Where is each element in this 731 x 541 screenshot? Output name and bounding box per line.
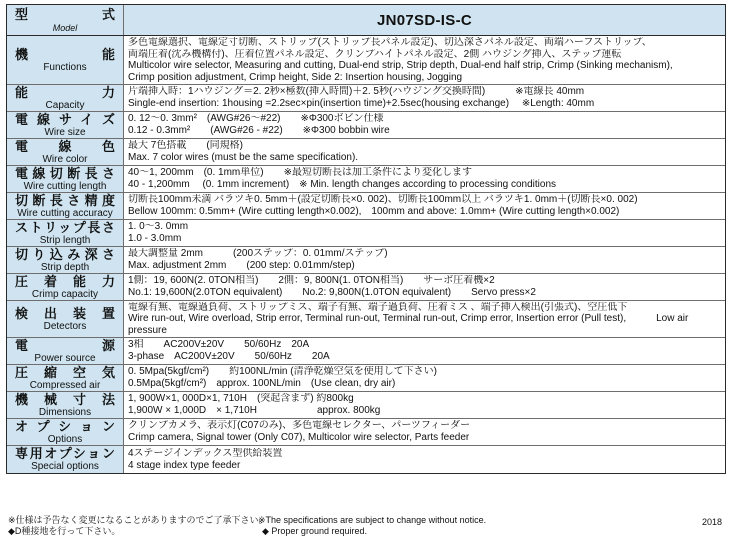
note-en-ground: ◆ Proper ground required. <box>262 526 367 536</box>
functions-line: Multicolor wire selector, Measuring and cutting, Dual-end strip, Strip depth, Dual-end half strip, Crimp (Sinking mechanism), <box>128 60 673 71</box>
power-source-label-en: Power source <box>34 352 96 364</box>
capacity-label <box>7 85 124 111</box>
spec-row-cutting-length <box>7 166 725 193</box>
wire-color-label-en: Wire color <box>42 153 88 165</box>
model-label <box>7 5 124 35</box>
functions-value <box>124 36 725 84</box>
strip-length-line: 1.0 - 3.0mm <box>128 233 182 244</box>
strip-depth-line: Max. adjustment 2mm (200 step: 0.01mm/step) <box>128 260 355 271</box>
spec-row-strip-depth <box>7 247 725 274</box>
dimensions-label-en: Dimensions <box>38 406 92 418</box>
model-value: JN07SD-IS-C <box>377 11 472 29</box>
special-options-label <box>7 446 124 473</box>
strip-length-label-en: Strip length <box>39 234 91 246</box>
compressed-air-label-jp: 圧縮空気 <box>15 364 115 380</box>
detectors-line: pressure <box>128 324 167 336</box>
spec-row-wire-color <box>7 139 725 166</box>
capacity-line: Single-end insertion: 1housing =2.2sec×pin(insertion time)+2.5sec(housing exchange) ※Length: 40mm <box>128 98 595 109</box>
model-label-en: Model <box>52 22 78 33</box>
options-label-en: Options <box>47 433 83 445</box>
spec-row-special-options <box>7 446 725 473</box>
crimp-capacity-label-en: Crimp capacity <box>31 288 99 300</box>
note-jp-ground: ◆D種接地を行って下さい。 <box>8 526 121 536</box>
wire-color-label-jp: 電線色 <box>15 138 115 154</box>
cutting-accuracy-value <box>124 193 725 219</box>
cutting-length-value <box>124 166 725 192</box>
detectors-value <box>124 301 725 337</box>
model-label-jp: 型 式 <box>15 6 115 22</box>
dimensions-line: 1, 900W×1, 000D×1, 710H (突起含まず) 約800kg <box>128 393 354 404</box>
dimensions-value <box>124 392 725 418</box>
cutting-accuracy-line: Bellow 100mm: 0.5mm+ (Wire cutting length×0.002), 100mm and above: 1.0mm+ (Wire cutting length×0.002) <box>128 206 620 217</box>
functions-line: 多色電線選択、電線定寸切断、ストリップ(ストリップ長パネル設定)、切込深さパネル設定、両端ハーフストリップ、 <box>128 37 652 48</box>
compressed-air-line: 0. 5Mpa(5kgf/cm²) 約100NL/min (清浄乾燥空気を使用して下さい) <box>128 366 437 377</box>
power-source-label-jp: 電 源 <box>15 337 115 353</box>
special-options-value <box>124 446 725 473</box>
note-jp-change: ※仕様は予告なく変更になることがありますのでご了承下さい。 <box>8 515 268 525</box>
year-label: 2018 <box>701 517 722 527</box>
cutting-length-label-jp: 電線切断長さ <box>15 165 115 181</box>
detectors-line: Wire run-out, Wire overload, Strip error, Terminal run-out, Terminal run-out, Crimp error, Insertion error (Pull test), Low air <box>128 313 689 325</box>
spec-row-options <box>7 419 725 446</box>
spec-table <box>6 4 726 474</box>
wire-color-line: Max. 7 color wires (must be the same specification). <box>128 152 359 163</box>
strip-depth-value <box>124 247 725 273</box>
dimensions-label-jp: 機械寸法 <box>15 391 115 407</box>
compressed-air-label-en: Compressed air <box>29 379 101 391</box>
compressed-air-line: 0.5Mpa(5kgf/cm²) approx. 100NL/min (Use clean, dry air) <box>128 378 396 389</box>
crimp-capacity-value <box>124 274 725 300</box>
strip-depth-label-en: Strip depth <box>40 261 90 273</box>
strip-length-label-jp: ストリップ長さ <box>15 219 115 235</box>
spec-row-power-source <box>7 338 725 365</box>
special-options-label-en: Special options <box>31 461 99 472</box>
options-line: Crimp camera, Signal tower (Only C07), Multicolor wire selector, Parts feeder <box>128 432 470 443</box>
dimensions-label <box>7 392 124 418</box>
detectors-label <box>7 301 124 337</box>
special-options-line: 4ステージインデックス型供給装置 <box>128 447 283 459</box>
wire-size-line: 0.12 - 0.3mm² (AWG#26 - #22) ※Φ300 bobbin wire <box>128 125 390 136</box>
strip-length-line: 1. 0～3. 0mm <box>128 221 189 232</box>
cutting-accuracy-label-jp: 切断長さ精度 <box>15 192 115 208</box>
functions-label-jp: 機 能 <box>15 46 115 62</box>
options-label <box>7 419 124 445</box>
spec-row-wire-size <box>7 112 725 139</box>
wire-color-label <box>7 139 124 165</box>
compressed-air-value <box>124 365 725 391</box>
spec-row-compressed-air <box>7 365 725 392</box>
options-value <box>124 419 725 445</box>
cutting-accuracy-line: 切断長100mm未満 バラツキ0. 5mm＋(設定切断長×0. 002)、切断長100mm以上 バラツキ1. 0mm＋(切断長×0. 002) <box>128 194 638 205</box>
cutting-length-label <box>7 166 124 192</box>
options-line: クリンプカメラ、表示灯(C07のみ)、多色電線セレクター、パーツフィーダー <box>128 420 471 431</box>
capacity-label-en: Capacity <box>45 99 85 111</box>
spec-rows <box>7 36 725 473</box>
power-source-value <box>124 338 725 364</box>
power-source-label <box>7 338 124 364</box>
wire-color-line: 最大 7色搭載 (同規格) <box>128 140 243 151</box>
cutting-length-line: 40～1, 200mm (0. 1mm単位) ※最短切断長は加工条件により変化します <box>128 167 472 178</box>
power-source-line: 3-phase AC200V±20V 50/60Hz 20A <box>128 351 330 362</box>
special-options-label-jp: 専用オプション <box>15 446 115 461</box>
strip-depth-label-jp: 切り込み深さ <box>15 246 115 262</box>
functions-label <box>7 36 124 84</box>
functions-line: Crimp position adjustment, Crimp height, Side 2: Insertion housing, Jogging <box>128 71 463 83</box>
special-options-line: 4 stage index type feeder <box>128 459 241 471</box>
compressed-air-label <box>7 365 124 391</box>
cutting-accuracy-label-en: Wire cutting accuracy <box>17 207 113 219</box>
crimp-capacity-line: 1側：19, 600N(2. 0TON相当) 2側：9, 800N(1. 0TON相当) サーボ圧着機×2 <box>128 275 495 286</box>
crimp-capacity-line: No.1: 19,600N(2.0TON equivalent) No.2: 9,800N(1.0TON equivalent) Servo press×2 <box>128 287 536 298</box>
strip-depth-label <box>7 247 124 273</box>
spec-row-crimp-capacity <box>7 274 725 301</box>
capacity-line: 片端挿入時：1ハウジング＝2. 2秒×極数(挿入時間)＋2. 5秒(ハウジング交換時間) ※電線長 40mm <box>128 86 585 97</box>
wire-color-value <box>124 139 725 165</box>
crimp-capacity-label <box>7 274 124 300</box>
wire-size-label-en: Wire size <box>44 126 86 138</box>
cutting-length-line: 40 - 1,200mm (0. 1mm increment) ※ Min. length changes according to processing conditions <box>128 179 557 190</box>
spec-row-functions <box>7 36 725 85</box>
power-source-line: 3相 AC200V±20V 50/60Hz 20A <box>128 339 310 350</box>
detectors-label-en: Detectors <box>43 320 87 332</box>
spec-row-cutting-accuracy <box>7 193 725 220</box>
model-row <box>7 5 725 36</box>
spec-row-dimensions <box>7 392 725 419</box>
wire-size-line: 0. 12～0. 3mm² (AWG#26～#22) ※Φ300ボビン仕様 <box>128 113 384 124</box>
spec-row-detectors <box>7 301 725 338</box>
dimensions-line: 1,900W × 1,000D × 1,710H approx. 800kg <box>128 405 381 416</box>
strip-depth-line: 最大調整量 2mm (200ステップ：0. 01mm/ステップ) <box>128 248 388 259</box>
cutting-length-label-en: Wire cutting length <box>23 180 107 192</box>
wire-size-label-jp: 電線サイズ <box>15 111 115 127</box>
crimp-capacity-label-jp: 圧着能力 <box>15 273 115 289</box>
wire-size-value <box>124 112 725 138</box>
strip-length-value <box>124 220 725 246</box>
wire-size-label <box>7 112 124 138</box>
detectors-label-jp: 検出装置 <box>15 305 115 321</box>
capacity-value <box>124 85 725 111</box>
spec-row-strip-length <box>7 220 725 247</box>
options-label-jp: オプション <box>15 418 115 434</box>
model-value-cell <box>124 5 725 35</box>
functions-label-en: Functions <box>43 61 87 73</box>
note-en-change: ※The specifications are subject to change without notice. <box>258 515 487 525</box>
strip-length-label <box>7 220 124 246</box>
capacity-label-jp: 能 力 <box>15 84 115 100</box>
spec-row-capacity <box>7 85 725 112</box>
detectors-line: 電線有無、電線過負荷、ストリップミス、端子有無、端子過負荷、圧着ミス 、端子挿入検出(引張式)、空圧低下 <box>128 302 628 313</box>
cutting-accuracy-label <box>7 193 124 219</box>
functions-line: 両端圧着(沈み機構付)、圧着位置パネル設定、クリンプハイトパネル設定、2側 ハウジング挿入、ステップ運転 <box>128 48 622 60</box>
